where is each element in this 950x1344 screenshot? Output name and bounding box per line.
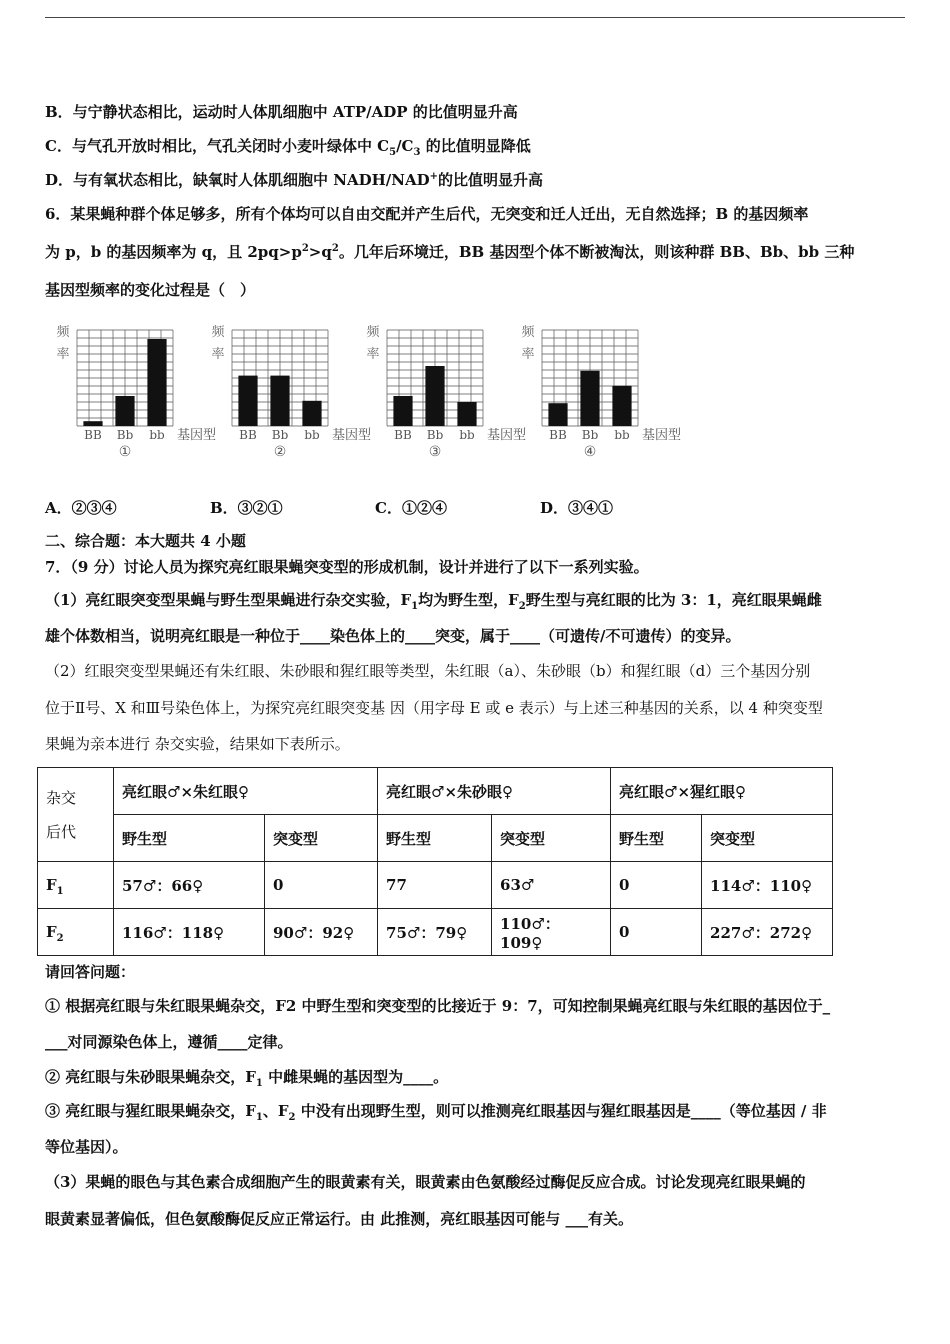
q7-part2-line2: 位于Ⅱ号、X 和Ⅲ号染色体上，为探究亮红眼突变基 因（用字母 E 或 e 表示）与上述三种基因的关系，以 4 种突变型 xyxy=(45,699,823,717)
chart-xlabel: 基因型 xyxy=(177,428,217,443)
chart-caption: ③ xyxy=(428,444,442,460)
q6-stem-line2: 为 p，b 的基因频率为 q，且 $2pq>p^2>q^2$。几年后环境迁，BB 基因型个体不断被淘汰，则该种群 BB、Bb、bb 三种 xyxy=(45,243,855,261)
chart-tick-label: Bb xyxy=(426,428,444,442)
chart-caption: ① xyxy=(118,444,132,460)
q6-choices xyxy=(45,497,745,519)
q7-part1-line2: 雄个体数相当，说明亮红眼是一种位于____染色体上的____突变，属于____（可遗传/不可遗传）的变异。 xyxy=(45,627,741,645)
table-cell: 0 xyxy=(611,862,702,909)
q7-part3-line1: （3）果蝇的眼色与其色素合成细胞产生的眼黄素有关，眼黄素由色氨酸经过酶促反应合成。讨论发现亮红眼果蝇的 xyxy=(45,1173,806,1191)
answer-3-line2: 等位基因）。 xyxy=(45,1138,128,1156)
q6-choice-d[interactable]: D．③④① xyxy=(540,499,614,517)
table-row xyxy=(38,862,833,909)
phenotype-header: 突变型 xyxy=(702,815,833,862)
phenotype-header: 野生型 xyxy=(378,815,492,862)
chart-xlabel: 基因型 xyxy=(487,428,527,443)
chart-tick-label: bb xyxy=(459,428,475,442)
chart-tick-label: BB xyxy=(239,428,257,442)
answer-1-line1: ① 根据亮红眼与朱红眼果蝇杂交，F2 中野生型和突变型的比接近于 9：7，可知控制果蝇亮红眼与朱红眼的基因位于_ xyxy=(45,997,831,1015)
cross-group-header: 亮红眼♂×猩红眼♀ xyxy=(611,768,833,815)
q7-part2-line1: （2）红眼突变型果蝇还有朱红眼、朱砂眼和猩红眼等类型，朱红眼（a）、朱砂眼（b）和猩红眼（d）三个基因分别 xyxy=(45,662,811,680)
cross-results-table xyxy=(37,767,833,956)
chart-tick-label: bb xyxy=(614,428,630,442)
answer-1-line2: ___对同源染色体上，遵循____定律。 xyxy=(45,1033,293,1051)
chart-bar-BB xyxy=(548,403,567,426)
chart-bar-BB xyxy=(83,421,102,426)
cross-group-header: 亮红眼♂×朱砂眼♀ xyxy=(378,768,611,815)
table-cell: 75♂：79♀ xyxy=(378,909,492,956)
chart-ylabel: 率 xyxy=(366,347,380,362)
q5-option-d: D．与有氧状态相比，缺氧时人体肌细胞中 NADH/NAD+的比值明显升高 xyxy=(45,171,544,189)
phenotype-header: 突变型 xyxy=(265,815,378,862)
chart-bar-BB xyxy=(393,396,412,426)
table-cell: 77 xyxy=(378,862,492,909)
chart-tick-label: Bb xyxy=(116,428,134,442)
chart-tick-label: bb xyxy=(149,428,165,442)
table-cell: 110♂：109♀ xyxy=(492,909,611,956)
header-rule xyxy=(45,17,905,18)
section-2-title: 二、综合题：本大题共 4 小题 xyxy=(45,532,246,550)
generation-cell: $F_1$ xyxy=(38,862,114,909)
table-corner-cell: 杂交 后代 xyxy=(38,768,114,862)
chart-ylabel: 频 xyxy=(366,325,380,340)
chart-tick-label: BB xyxy=(394,428,412,442)
chart-bar-bb xyxy=(457,402,476,426)
table-subheader-row xyxy=(38,815,833,862)
chart-bar-Bb xyxy=(270,376,289,426)
chart-bar-bb xyxy=(147,339,166,426)
generation-cell: $F_2$ xyxy=(38,909,114,956)
q6-choice-a[interactable]: A．②③④ xyxy=(45,499,117,517)
q6-choice-c[interactable]: C．①②④ xyxy=(375,499,447,517)
table-cell: 90♂：92♀ xyxy=(265,909,378,956)
chart-tick-label: BB xyxy=(549,428,567,442)
answer-3-line1: ③ 亮红眼与猩红眼果蝇杂交，$F_1$、$F_2$ 中没有出现野生型，则可以推测亮红眼基因与猩红眼基因是____（等位基因 / 非 xyxy=(45,1102,827,1123)
q7-part2-line3: 果蝇为亲本进行 杂交实验，结果如下表所示。 xyxy=(45,735,350,753)
chart-tick-label: Bb xyxy=(271,428,289,442)
q5-option-c: C．与气孔开放时相比，气孔关闭时小麦叶绿体中 $C_5/C_3$ 的比值明显降低 xyxy=(45,137,531,158)
table-cell: 0 xyxy=(611,909,702,956)
genotype-frequency-charts xyxy=(55,322,695,462)
chart-tick-label: BB xyxy=(84,428,102,442)
q7-part3-line2: 眼黄素显著偏低，但色氨酸酶促反应正常运行。由 此推测，亮红眼基因可能与 ___有关。 xyxy=(45,1210,633,1228)
cross-group-header: 亮红眼♂×朱红眼♀ xyxy=(114,768,378,815)
chart-bar-BB xyxy=(238,376,257,426)
chart-bar-Bb xyxy=(425,366,444,426)
chart-ylabel: 率 xyxy=(211,347,225,362)
table-cell: 63♂ xyxy=(492,862,611,909)
q6-stem-line1: 6．某果蝇种群个体足够多，所有个体均可以自由交配并产生后代，无突变和迁人迁出，无自然选择；B 的基因频率 xyxy=(45,205,809,223)
chart-ylabel: 率 xyxy=(56,347,70,362)
chart-bar-Bb xyxy=(580,371,599,426)
chart-bar-Bb xyxy=(115,396,134,426)
table-cell: 0 xyxy=(265,862,378,909)
chart-bar-bb xyxy=(302,401,321,426)
chart-ylabel: 频 xyxy=(56,325,70,340)
phenotype-header: 野生型 xyxy=(611,815,702,862)
chart-tick-label: bb xyxy=(304,428,320,442)
q6-stem-line3: 基因型频率的变化过程是（ ） xyxy=(45,281,256,299)
table-cell: 227♂：272♀ xyxy=(702,909,833,956)
table-cell: 114♂：110♀ xyxy=(702,862,833,909)
table-cell: 116♂：118♀ xyxy=(114,909,265,956)
phenotype-header: 突变型 xyxy=(492,815,611,862)
answer-2: ② 亮红眼与朱砂眼果蝇杂交，$F_1$ 中雌果蝇的基因型为____。 xyxy=(45,1068,449,1089)
chart-ylabel: 率 xyxy=(521,347,535,362)
q5-option-b: B．与宁静状态相比，运动时人体肌细胞中 ATP/ADP 的比值明显升高 xyxy=(45,103,518,121)
chart-ylabel: 频 xyxy=(521,325,535,340)
chart-tick-label: Bb xyxy=(581,428,599,442)
chart-caption: ④ xyxy=(583,444,597,460)
chart-xlabel: 基因型 xyxy=(642,428,682,443)
chart-bar-bb xyxy=(612,386,631,426)
table-header-row xyxy=(38,768,833,815)
table-cell: 57♂：66♀ xyxy=(114,862,265,909)
q6-choice-b[interactable]: B．③②① xyxy=(210,499,283,517)
answers-prompt: 请回答问题： xyxy=(45,963,136,981)
table-row xyxy=(38,909,833,956)
q7-intro: 7．（9 分）讨论人员为探究亮红眼果蝇突变型的形成机制，设计并进行了以下一系列实验。 xyxy=(45,558,649,576)
chart-xlabel: 基因型 xyxy=(332,428,372,443)
q7-part1-line1: （1）亮红眼突变型果蝇与野生型果蝇进行杂交实验，$F_1$均为野生型，$F_2$野生型与亮红眼的比为 3：1，亮红眼果蝇雌 xyxy=(45,591,822,612)
phenotype-header: 野生型 xyxy=(114,815,265,862)
chart-caption: ② xyxy=(273,444,287,460)
chart-ylabel: 频 xyxy=(211,325,225,340)
